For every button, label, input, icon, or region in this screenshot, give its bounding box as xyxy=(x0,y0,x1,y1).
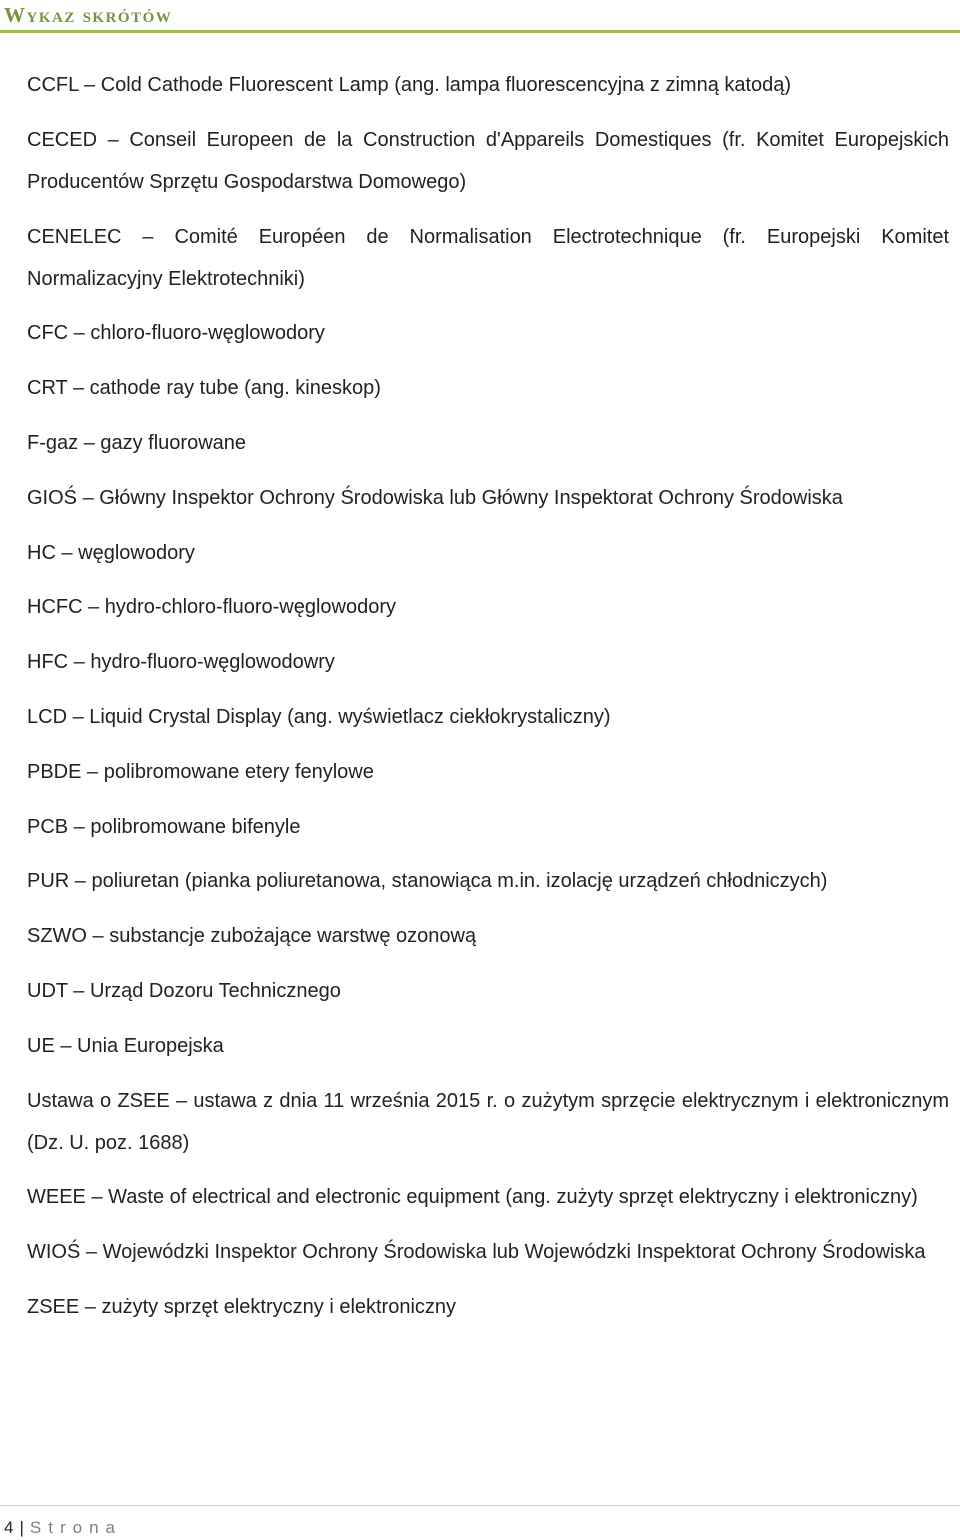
abbreviation-entry-pbde: PBDE – polibromowane etery fenylowe xyxy=(27,760,374,783)
section-heading: Wykaz skrótów xyxy=(4,3,173,27)
abbreviation-entry-zsee: ZSEE – zużyty sprzęt elektryczny i elektroniczny xyxy=(27,1295,457,1318)
abbreviation-entry-gios: GIOŚ – Główny Inspektor Ochrony Środowiska lub Główny Inspektorat Ochrony Środowiska xyxy=(27,486,843,509)
abbreviation-entry-cenelec: CENELEC – Comité Européen de Normalisation Electrotechnique (fr. Europejski Komitet Normalizacyjny Elektrotechniki) xyxy=(27,225,949,290)
abbreviation-entry-crt: CRT – cathode ray tube (ang. kineskop) xyxy=(27,377,381,400)
abbreviation-entry-hfc: HFC – hydro-fluoro-węglowodowry xyxy=(27,651,335,674)
abbreviation-entry-ceced: CECED – Conseil Europeen de la Construction d'Appareils Domestiques (fr. Komitet Europejskich Producentów Sprzętu Gospodarstwa Domowego) xyxy=(27,128,949,193)
abbreviation-entry-f-gaz: F-gaz – gazy fluorowane xyxy=(27,431,247,454)
abbreviation-entry-pur: PUR – poliuretan (pianka poliuretanowa, stanowiąca m.in. izolację urządzeń chłodniczych) xyxy=(27,870,828,893)
abbreviation-entry-ue: UE – Unia Europejska xyxy=(27,1034,224,1057)
footer-separator: | xyxy=(19,1518,24,1537)
abbreviation-list xyxy=(27,64,949,1341)
abbreviation-entry-ustawa-zsee: Ustawa o ZSEE – ustawa z dnia 11 września 2015 r. o zużytym sprzęcie elektrycznym i elektronicznym (Dz. U. poz. 1688) xyxy=(27,1089,949,1154)
abbreviation-entry-lcd: LCD – Liquid Crystal Display (ang. wyświetlacz ciekłokrystaliczny) xyxy=(27,705,611,728)
abbreviation-entry-cfc: CFC – chloro-fluoro-węglowodory xyxy=(27,322,325,345)
abbreviation-entry-pcb: PCB – polibromowane bifenyle xyxy=(27,815,301,838)
abbreviation-entry-hc: HC – węglowodory xyxy=(27,541,195,564)
page-label: Strona xyxy=(29,1518,122,1537)
abbreviation-entry-hcfc: HCFC – hydro-chloro-fluoro-węglowodory xyxy=(27,596,397,619)
abbreviation-entry-udt: UDT – Urząd Dozoru Technicznego xyxy=(27,979,341,1002)
abbreviation-entry-weee: WEEE – Waste of electrical and electronic equipment (ang. zużyty sprzęt elektryczny i elektroniczny) xyxy=(27,1186,918,1209)
page-footer xyxy=(4,1516,122,1540)
page-number: 4 xyxy=(4,1518,14,1537)
footer-divider xyxy=(0,1505,960,1506)
abbreviation-entry-wios: WIOŚ – Wojewódzki Inspektor Ochrony Środowiska lub Wojewódzki Inspektorat Ochrony Środowiska xyxy=(27,1241,926,1264)
abbreviation-entry-szwo: SZWO – substancje zubożające warstwę ozonową xyxy=(27,925,477,948)
heading-underline xyxy=(0,30,960,33)
abbreviation-entry-ccfl: CCFL – Cold Cathode Fluorescent Lamp (ang. lampa fluorescencyjna z zimną katodą) xyxy=(27,74,792,96)
